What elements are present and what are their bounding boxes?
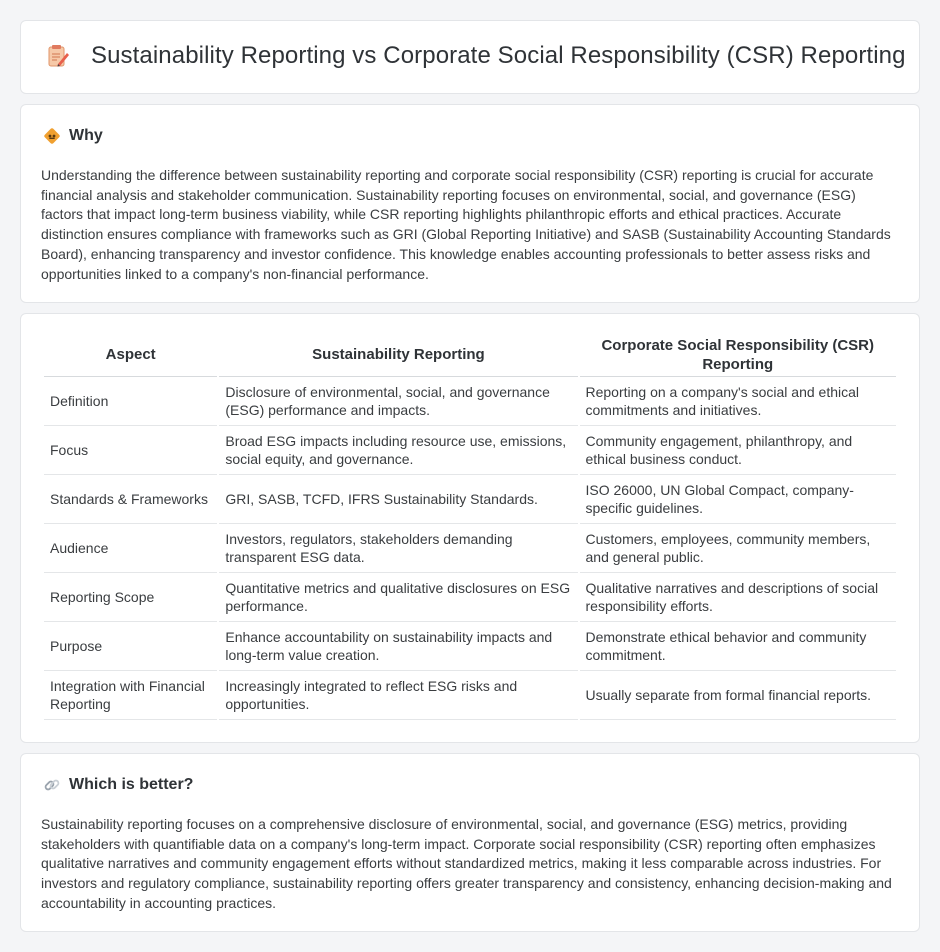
table-row — [44, 622, 896, 671]
csr-cell: Customers, employees, community members, and general public. — [580, 524, 897, 573]
why-section — [20, 104, 920, 303]
csr-cell: Qualitative narratives and descriptions of social responsibility efforts. — [580, 573, 897, 622]
csr-cell: Demonstrate ethical behavior and community commitment. — [580, 622, 897, 671]
why-heading-row — [43, 127, 103, 145]
csr-cell: Community engagement, philanthropy, and ethical business conduct. — [580, 426, 897, 475]
header-card — [20, 20, 920, 94]
better-heading: Which is better? — [69, 776, 194, 793]
sustainability-cell: GRI, SASB, TCFD, IFRS Sustainability Standards. — [219, 475, 577, 524]
aspect-cell: Purpose — [44, 622, 217, 671]
diamond-sign-icon — [43, 127, 61, 145]
aspect-cell: Integration with Financial Reporting — [44, 671, 217, 720]
csr-cell: ISO 26000, UN Global Compact, company-specific guidelines. — [580, 475, 897, 524]
table-header-row — [44, 333, 896, 377]
aspect-cell: Definition — [44, 377, 217, 426]
which-is-better-section — [20, 753, 920, 932]
aspect-cell: Reporting Scope — [44, 573, 217, 622]
table-row — [44, 377, 896, 426]
table-row — [44, 671, 896, 720]
why-heading: Why — [69, 127, 103, 144]
header-sustainability: Sustainability Reporting — [219, 333, 577, 377]
csr-cell: Usually separate from formal financial reports. — [580, 671, 897, 720]
header-aspect: Aspect — [44, 333, 217, 377]
why-paragraph: Understanding the difference between sustainability reporting and corporate social responsibility (CSR) reporting is crucial for accurate financial analysis and stakeholder communication. Sustainability reporting focuses on environmental, social, and governance (ESG) factors that impact long-term business viability, while CSR reporting highlights philanthropic efforts and ethical practices. Accurate distinction ensures compliance with frameworks such as GRI (Global Reporting Initiative) and SASB (Sustainability Accounting Standards Board), enhancing transparency and investor confidence. This knowledge enables accounting professionals to better assess risks and opportunities linked to a company's non-financial performance. — [41, 167, 891, 282]
sustainability-cell: Increasingly integrated to reflect ESG risks and opportunities. — [219, 671, 577, 720]
csr-cell: Reporting on a company's social and ethical commitments and initiatives. — [580, 377, 897, 426]
aspect-cell: Focus — [44, 426, 217, 475]
table-row — [44, 475, 896, 524]
sustainability-cell: Broad ESG impacts including resource use, emissions, social equity, and governance. — [219, 426, 577, 475]
table-row — [44, 524, 896, 573]
better-heading-row — [43, 776, 193, 794]
sustainability-cell: Disclosure of environmental, social, and governance (ESG) performance and impacts. — [219, 377, 577, 426]
notepad-pencil-icon — [45, 43, 71, 69]
page-title: Sustainability Reporting vs Corporate Social Responsibility (CSR) Reporting — [91, 42, 906, 69]
better-paragraph: Sustainability reporting focuses on a comprehensive disclosure of environmental, social, and governance (ESG) metrics, providing stakeholders with quantifiable data on a company's long-term impact. Corporate social responsibility (CSR) reporting often emphasizes qualitative narratives and community engagement efforts without standardized metrics, making it less comparable across industries. For investors and regulatory compliance, sustainability reporting offers greater transparency and consistency, enhancing decision-making and accountability in accounting practices. — [41, 816, 892, 911]
title-row — [45, 42, 906, 70]
comparison-section — [20, 313, 920, 743]
table-row — [44, 426, 896, 475]
header-csr: Corporate Social Responsibility (CSR) Reporting — [580, 333, 897, 377]
sustainability-cell: Enhance accountability on sustainability impacts and long-term value creation. — [219, 622, 577, 671]
table-row — [44, 573, 896, 622]
link-icon — [43, 776, 61, 794]
aspect-cell: Standards & Frameworks — [44, 475, 217, 524]
sustainability-cell: Investors, regulators, stakeholders demanding transparent ESG data. — [219, 524, 577, 573]
aspect-cell: Audience — [44, 524, 217, 573]
sustainability-cell: Quantitative metrics and qualitative disclosures on ESG performance. — [219, 573, 577, 622]
comparison-table — [42, 333, 898, 720]
